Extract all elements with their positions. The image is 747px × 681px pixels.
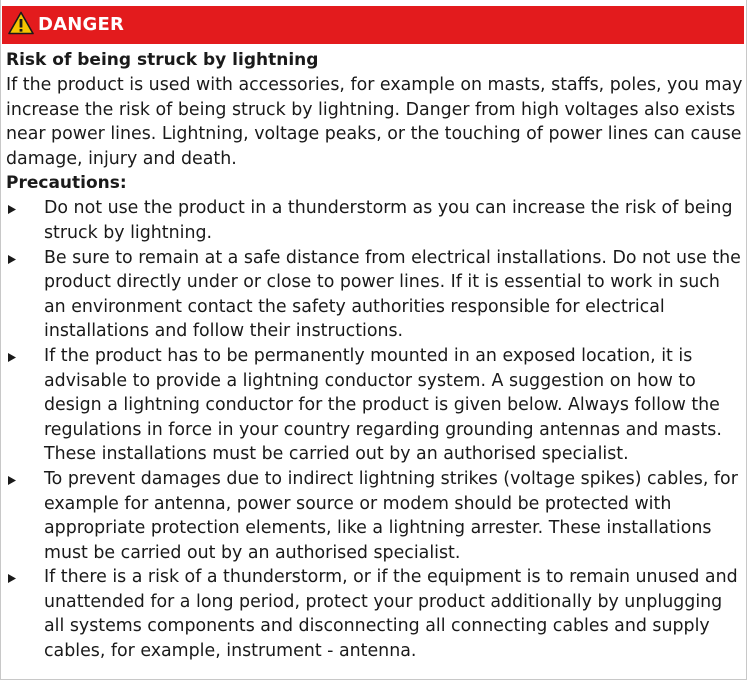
precaution-item <box>6 246 744 344</box>
precaution-item <box>6 565 744 663</box>
precaution-text: To prevent damages due to indirect lightning strikes (voltage spikes) cables, for example for antenna, power source or modem should be protected with appropriate protection elements, like a lightning arrester. These installations must be carried out by an authorised specialist. <box>44 468 738 563</box>
triangle-right-bullet-icon <box>6 565 18 590</box>
triangle-right-bullet-icon <box>6 246 18 271</box>
warning-triangle-icon <box>8 11 34 35</box>
precaution-text: Do not use the product in a thunderstorm as you can increase the risk of being struck by lightning. <box>44 198 733 243</box>
precautions-list <box>6 196 744 663</box>
precautions-heading: Precautions: <box>6 173 127 194</box>
notice-content <box>6 48 744 664</box>
triangle-right-bullet-icon <box>6 196 18 221</box>
precaution-text: Be sure to remain at a safe distance from electrical installations. Do not use the product directly under or close to power lines. If it is essential to work in such an environment contact the safety authorities responsible for electrical installations and follow their instructions. <box>44 247 741 342</box>
triangle-right-bullet-icon <box>6 344 18 369</box>
precaution-item <box>6 467 744 565</box>
danger-label: DANGER <box>38 14 125 35</box>
triangle-right-bullet-icon <box>6 467 18 492</box>
precaution-item <box>6 196 744 245</box>
section-heading: Risk of being struck by lightning <box>6 50 319 70</box>
precaution-text: If there is a risk of a thunderstorm, or if the equipment is to remain unused and unattended for a long period, protect your product additionally by unplugging all systems components and disconnecting all connecting cables and supply cables, for example, instrument - antenna. <box>44 567 738 662</box>
precaution-text: If the product has to be permanently mounted in an exposed location, it is advisable to provide a lightning conductor system. A suggestion on how to design a lightning conductor for the product is given below. Always follow the regulations in force in your country regarding grounding antennas and masts. These installations must be carried out by an authorised specialist. <box>44 345 722 465</box>
precaution-item <box>6 344 744 467</box>
danger-banner <box>2 6 744 44</box>
intro-paragraph: If the product is used with accessories, for example on masts, staffs, poles, you may increase the risk of being struck by lightning. Danger from high voltages also exists near power lines. Lightning, voltage peaks, or the touching of power lines can cause damage, injury and death. <box>6 75 743 169</box>
